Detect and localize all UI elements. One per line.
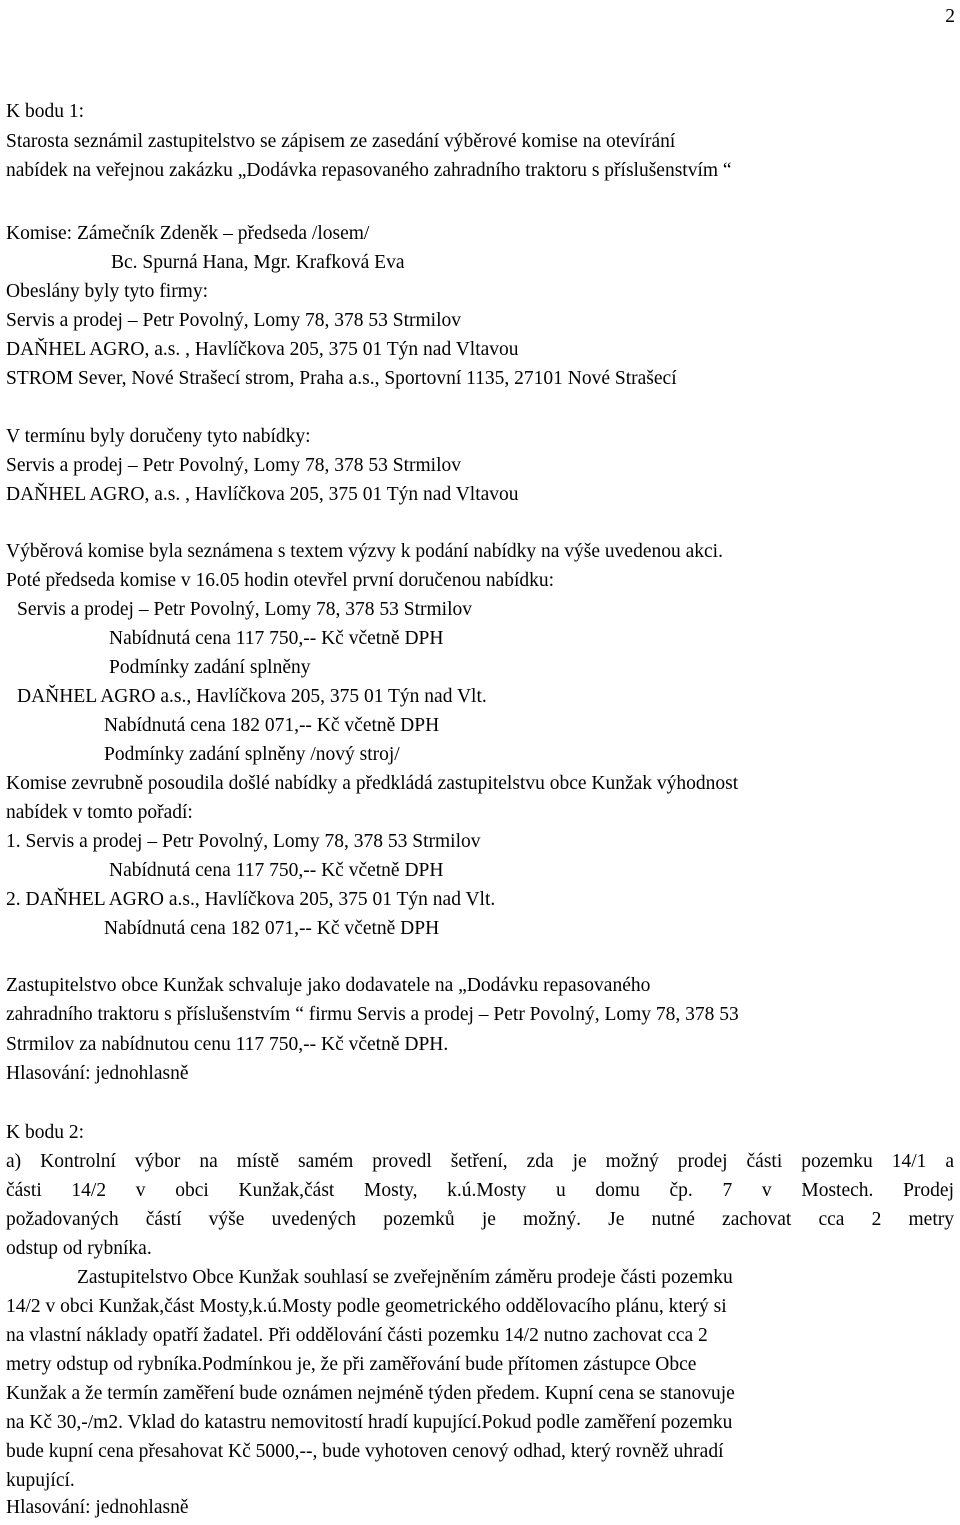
text-line: Kunžak a že termín zaměření bude oznámen nejméně týden předem. Kupní cena se stanovuje bbox=[6, 1383, 735, 1404]
text-line: Poté předseda komise v 16.05 hodin otevřel první doručenou nabídku: bbox=[6, 570, 555, 591]
text-line: Komise zevrubně posoudila došlé nabídky a předkládá zastupitelstvu obce Kunžak výhodnost bbox=[6, 773, 739, 794]
text-line: požadovaných částí výše uvedených pozemků je možný. Je nutné zachovat cca 2 metry bbox=[6, 1209, 954, 1230]
text-line: nabídek v tomto pořadí: bbox=[6, 802, 193, 823]
text-line: nabídek na veřejnou zakázku „Dodávka repasovaného zahradního traktoru s příslušenstvím “ bbox=[6, 160, 732, 181]
section-heading-2: K bodu 2: bbox=[6, 1122, 84, 1143]
text-line: Hlasování: jednohlasně bbox=[6, 1063, 189, 1084]
text-line: Nabídnutá cena 117 750,-- Kč včetně DPH bbox=[109, 860, 444, 881]
text-line: DAŇHEL AGRO, a.s. , Havlíčkova 205, 375 01 Týn nad Vltavou bbox=[6, 339, 519, 360]
text-line: odstup od rybníka. bbox=[6, 1238, 152, 1259]
text-line: STROM Sever, Nové Strašecí strom, Praha a.s., Sportovní 1135, 27101 Nové Strašecí bbox=[6, 368, 677, 389]
text-line: 1. Servis a prodej – Petr Povolný, Lomy 78, 378 53 Strmilov bbox=[6, 831, 481, 852]
text-line: na Kč 30,-/m2. Vklad do katastru nemovitostí hradí kupující.Pokud podle zaměření pozemku bbox=[6, 1412, 733, 1433]
text-line: Obeslány byly tyto firmy: bbox=[6, 281, 209, 302]
section-heading-1: K bodu 1: bbox=[6, 101, 84, 122]
text-line: a) Kontrolní výbor na místě samém provedl šetření, zda je možný prodej části pozemku 14/1 a bbox=[6, 1151, 954, 1172]
text-line: Nabídnutá cena 182 071,-- Kč včetně DPH bbox=[104, 715, 440, 736]
text-line: V termínu byly doručeny tyto nabídky: bbox=[6, 426, 311, 447]
text-line: na vlastní náklady opatří žadatel. Při oddělování části pozemku 14/2 nutno zachovat cca 2 bbox=[6, 1325, 708, 1346]
text-line: Strmilov za nabídnutou cenu 117 750,-- Kč včetně DPH. bbox=[6, 1034, 449, 1055]
text-line: Servis a prodej – Petr Povolný, Lomy 78, 378 53 Strmilov bbox=[17, 599, 472, 620]
text-line: Komise: Zámečník Zdeněk – předseda /losem/ bbox=[6, 223, 370, 244]
text-line: Podmínky zadání splněny bbox=[109, 657, 311, 678]
text-line: zahradního traktoru s příslušenstvím “ firmu Servis a prodej – Petr Povolný, Lomy 78, 378 53 bbox=[6, 1004, 739, 1025]
text-line: metry odstup od rybníka.Podmínkou je, že při zaměřování bude přítomen zástupce Obce bbox=[6, 1354, 697, 1375]
text-line: části 14/2 v obci Kunžak,část Mosty, k.ú.Mosty u domu čp. 7 v Mostech. Prodej bbox=[6, 1180, 954, 1201]
text-line: bude kupní cena přesahovat Kč 5000,--, bude vyhotoven cenový odhad, který rovněž uhradí bbox=[6, 1441, 724, 1462]
text-line: Nabídnutá cena 182 071,-- Kč včetně DPH bbox=[104, 918, 440, 939]
text-line: DAŇHEL AGRO, a.s. , Havlíčkova 205, 375 01 Týn nad Vltavou bbox=[6, 484, 519, 505]
text-line: Servis a prodej – Petr Povolný, Lomy 78, 378 53 Strmilov bbox=[6, 310, 461, 331]
text-line: DAŇHEL AGRO a.s., Havlíčkova 205, 375 01 Týn nad Vlt. bbox=[17, 686, 487, 707]
text-line: Zastupitelstvo Obce Kunžak souhlasí se zveřejněním záměru prodeje části pozemku bbox=[77, 1267, 733, 1288]
text-line: Podmínky zadání splněny /nový stroj/ bbox=[104, 744, 400, 765]
text-line: Bc. Spurná Hana, Mgr. Krafková Eva bbox=[111, 252, 405, 273]
text-line: Hlasování: jednohlasně bbox=[6, 1497, 189, 1518]
text-line: Nabídnutá cena 117 750,-- Kč včetně DPH bbox=[109, 628, 444, 649]
page-number: 2 bbox=[945, 6, 955, 27]
text-line: Servis a prodej – Petr Povolný, Lomy 78, 378 53 Strmilov bbox=[6, 455, 461, 476]
text-line: Zastupitelstvo obce Kunžak schvaluje jako dodavatele na „Dodávku repasovaného bbox=[6, 975, 651, 996]
text-line: Výběrová komise byla seznámena s textem výzvy k podání nabídky na výše uvedenou akci. bbox=[6, 541, 723, 562]
text-line: 14/2 v obci Kunžak,část Mosty,k.ú.Mosty podle geometrického oddělovacího plánu, který si bbox=[6, 1296, 727, 1317]
text-line: 2. DAŇHEL AGRO a.s., Havlíčkova 205, 375 01 Týn nad Vlt. bbox=[6, 889, 496, 910]
text-line: Starosta seznámil zastupitelstvo se zápisem ze zasedání výběrové komise na otevírání bbox=[6, 131, 676, 152]
text-line: kupující. bbox=[6, 1470, 75, 1491]
